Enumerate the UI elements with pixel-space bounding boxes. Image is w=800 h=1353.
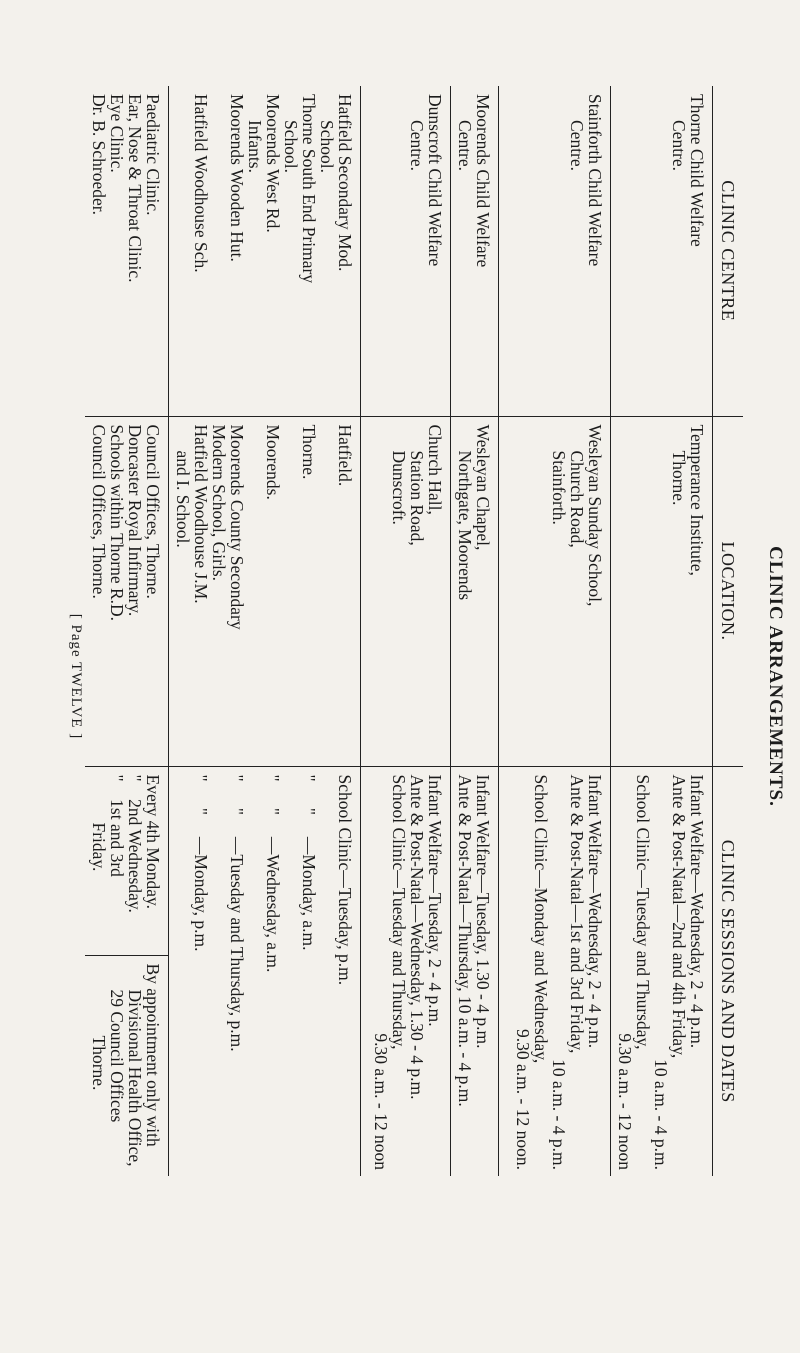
page-title: CLINIC ARRANGEMENTS.	[765, 546, 786, 807]
location-cell: Wesleyan Sunday School, Church Road, Stainforth.	[499, 416, 611, 766]
table-row	[85, 86, 169, 1176]
location-cell: Temperance Institute, Thorne.	[611, 416, 713, 766]
table-row	[361, 86, 451, 1176]
location-cell: Church Hall, Station Road, Dunscroft.	[361, 416, 451, 766]
location-cell: Hatfield. Thorne. Moorends. Moorends County Secondary Modern School, Girls. Hatfield Woodhouse J.M. and I. School.	[169, 416, 361, 766]
header-sessions: CLINIC SESSIONS AND DATES	[713, 766, 744, 1176]
location-cell: Council Offices, Thorne. Doncaster Royal Infirmary. Schools within Thorne R.D. Council Offices, Thorne.	[85, 416, 169, 766]
centre-cell: Dunscroft Child Welfare Centre.	[361, 86, 451, 416]
session-dates: Every 4th Monday. " 2nd Wednesday. " 1st and 3rd Friday.	[85, 767, 168, 956]
table-row	[499, 86, 611, 1176]
table-row	[169, 86, 361, 1176]
header-clinic-centre: CLINIC CENTRE	[713, 86, 744, 416]
centre-cell: Moorends Child Welfare Centre.	[451, 86, 499, 416]
sessions-cell: Infant Welfare—Wednesday, 2 - 4 p.m. Ante & Post-Natal—1st and 3rd Friday, 10 a.m. - 4 p.m. School Clinic—Monday and Wednesday, 9.30 a.m. - 12 noon.	[499, 766, 611, 1176]
sessions-cell: Infant Welfare—Tuesday, 1.30 - 4 p.m. Ante & Post-Natal—Thursday, 10 a.m. - 4 p.m.	[451, 766, 499, 1176]
centre-cell: Thorne Child Welfare Centre.	[611, 86, 713, 416]
sessions-cell	[85, 766, 169, 1176]
centre-cell: Paediatric Clinic. Ear, Nose & Throat Clinic. Eye Clinic. Dr. B. Schroeder.	[89, 94, 163, 283]
appointment-note: By appointment only with Divisional Health Office, 29 Council Offices Thorne.	[89, 963, 163, 1167]
centre-cell: Hatfield Secondary Mod. School. Thorne South End Primary School. Moorends West Rd. Infants. Moorends Wooden Hut. Hatfield Woodhouse Sch.	[169, 86, 361, 416]
table-row	[451, 86, 499, 1176]
sessions-cell: Infant Welfare—Wednesday, 2 - 4 p.m. Ante & Post-Natal—2nd and 4th Friday, 10 a.m. - 4 p.m. School Clinic—Tuesday and Thursday, 9.30 a.m. - 12 noon	[611, 766, 713, 1176]
sessions-cell: Infant Welfare—Tuesday, 2 - 4 p.m. Ante & Post-Natal—Wednesday, 1.30 - 4 p.m. School Clinic—Tuesday and Thursday, 9.30 a.m. - 12 noon	[361, 766, 451, 1176]
header-location: LOCATION.	[713, 416, 744, 766]
location-cell: Wesleyan Chapel, Northgate, Moorends	[451, 416, 499, 766]
centre-cell: Stainforth Child Welfare Centre.	[499, 86, 611, 416]
clinic-table	[85, 86, 743, 1176]
table-row	[611, 86, 713, 1176]
sessions-cell: School Clinic—Tuesday, p.m. " " —Monday, a.m. " " —Wednesday, a.m. " " —Tuesday and Thursday, p.m. " " —Monday, p.m.	[169, 766, 361, 1176]
page-footer: [ Page TWELVE ]	[68, 613, 84, 740]
